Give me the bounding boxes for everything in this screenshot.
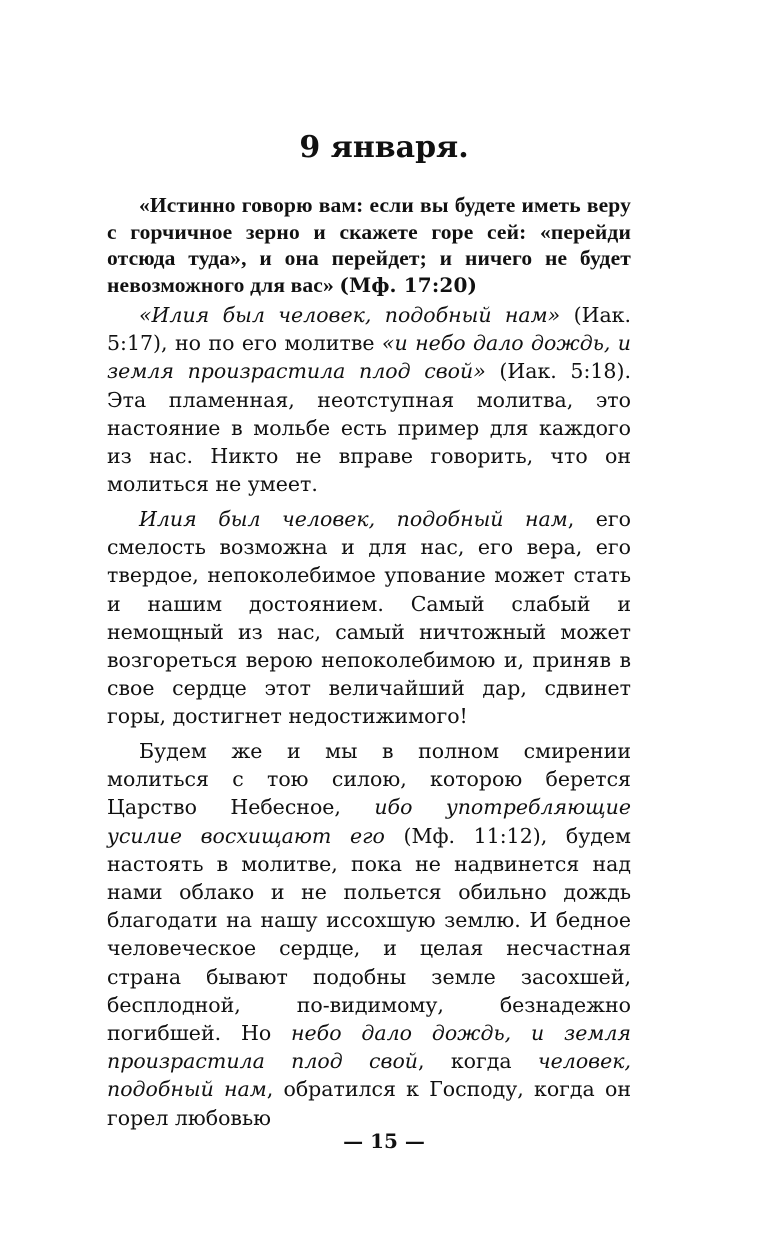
epigraph [107,192,631,298]
italic-quote: «Илия был человек, подобный нам» [139,303,561,327]
text-span: , его смелость возможна и для нас, его вера, его твердое, непоколебимое упование может стать и нашим достоянием. Самый слабый и немощный из нас, самый ничтожный может возгореться верою непоколебимою и, приняв в свое сердце этот величайший дар, сдвинет горы, достигнет недостижимого! [107,506,632,729]
page-number: — 15 — [343,1129,425,1153]
text-span: , обратился к Господу, когда он горел любовью [107,1077,631,1130]
paragraph-2 [107,505,631,731]
italic-quote: «и небо дало дождь, и земля произрастила плод свой» [107,331,632,384]
italic-quote: человек, подобный нам [107,1049,631,1102]
paragraph-3 [107,737,631,1132]
epigraph-reference: (Мф. 17:20) [339,272,478,297]
italic-quote: Илия был человек, подобный нам [139,506,568,531]
text-span: (Иак. 5:17), но по его молитве [107,303,631,356]
body-text [107,301,631,1132]
text-span: (Иак. 5:18). Эта пламенная, неотступная молитва, это настояние в мольбе есть пример для каждого из нас. Никто не вправе говорить, что он молиться не умеет. [107,359,631,497]
epigraph-text: «Истинно говорю вам: если вы будете иметь веру с горчичное зерно и скажете горе сей: «перейди отсюда туда», и она перейдет; и ничего не будет невозможного для вас» [107,193,631,297]
paragraph-1 [107,301,631,498]
page-title: 9 января. [299,130,469,165]
italic-quote: небо дало дождь, и земля произрастила плод свой [107,1021,631,1074]
italic-quote: ибо употребляющие усилие восхищают его [107,795,631,848]
text-span: (Мф. 11:12), будем настоять в молитве, пока не надвинется над нами облако и не польется обильно дождь благодати на нашу иссохшую землю. И бедное человеческое сердце, и целая несчастная страна бывают подобны земле засохшей, бесплодной, по-видимому, безнадежно погибшей. Но [107,823,631,1046]
text-span: Будем же и мы в полном смирении молиться с тою силою, которою берется Царство Небесное, [107,739,631,820]
text-span: , когда [417,1049,538,1074]
